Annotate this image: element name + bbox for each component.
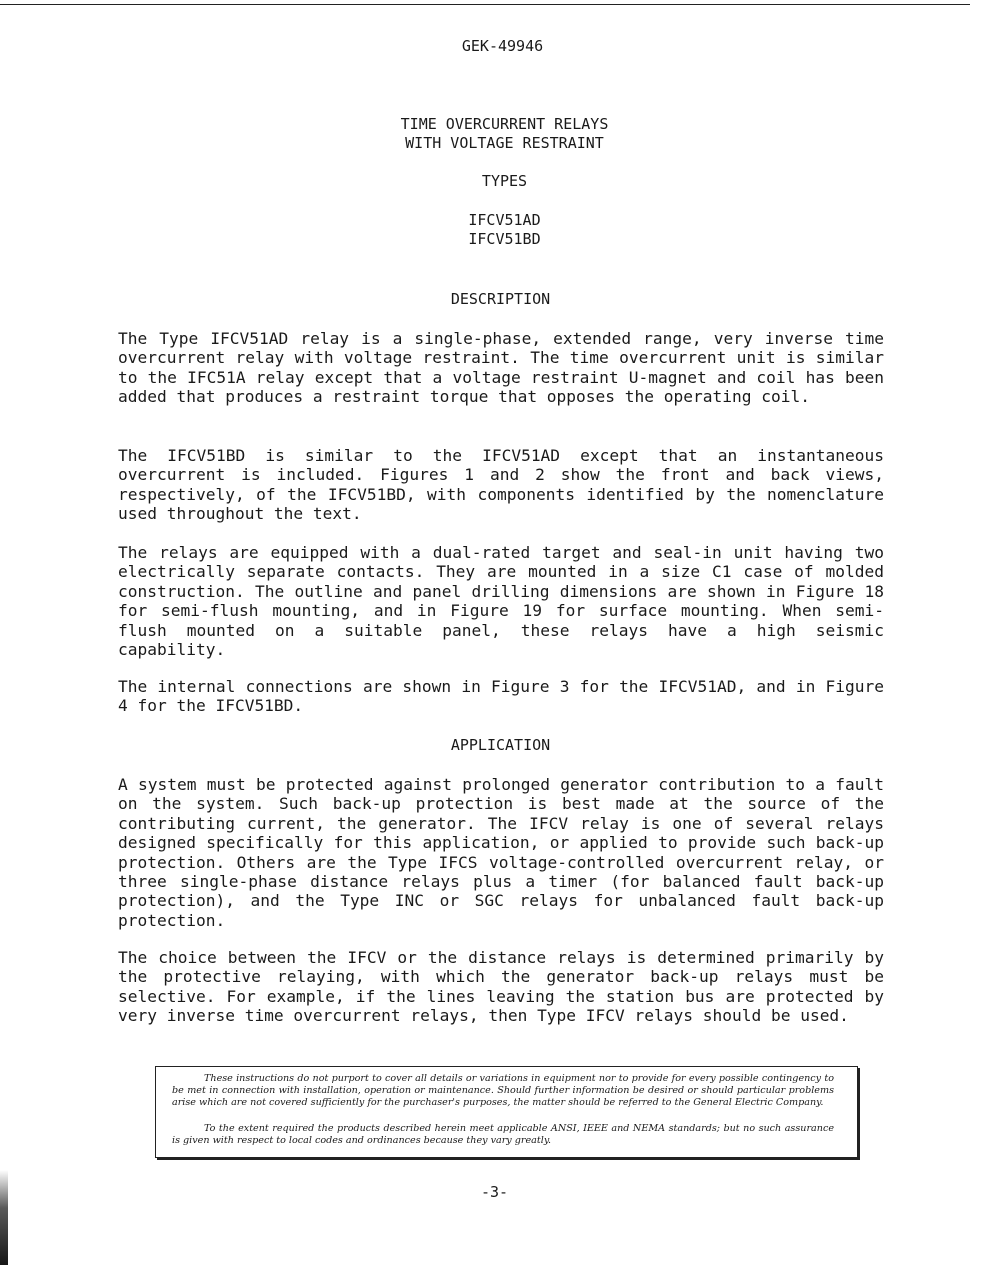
model-ifcv51ad: IFCV51AD bbox=[468, 211, 541, 229]
application-heading: APPLICATION bbox=[450, 736, 551, 754]
application-paragraph-2: The choice between the IFCV or the distance relays is determined primarily by the protective relaying, with which the generator back-up relays must be selective. For example, if the lines leaving the station bus are protected by very inverse time overcurrent relays, then Type IFCV relays should be used. bbox=[118, 948, 884, 1026]
title-line-1: TIME OVERCURRENT RELAYS bbox=[400, 115, 609, 133]
description-paragraph-3: The relays are equipped with a dual-rated target and seal-in unit having two electrically separate contacts. They are mounted in a size C1 case of molded construction. The outline and panel drilling dimensions are shown in Figure 18 for semi-flush mounting, and in Figure 19 for surface mounting. When semi-flush mounted on a suitable panel, these relays have a high seismic capability. bbox=[118, 543, 884, 660]
disclaimer-text-2: To the extent required the products described herein meet applicable ANSI, IEEE and NEMA standards; but no such assurance is given with respect to local codes and ordinances because they vary greatly. bbox=[172, 1123, 834, 1147]
description-heading: DESCRIPTION bbox=[450, 290, 551, 308]
title-line-2: WITH VOLTAGE RESTRAINT bbox=[405, 134, 604, 152]
top-rule bbox=[0, 4, 970, 5]
description-paragraph-4: The internal connections are shown in Figure 3 for the IFCV51AD, and in Figure 4 for the IFCV51BD. bbox=[118, 677, 884, 716]
disclaimer-box bbox=[155, 1066, 858, 1158]
disclaimer-text-1: These instructions do not purport to cover all details or variations in equipment nor to provide for every possible contingency to be met in connection with installation, operation or maintenance. Should further information be desired or should particular problems arise which are not covered sufficiently for the purchaser's purposes, the matter should be referred to the General Electric Company. bbox=[172, 1073, 834, 1109]
scan-edge-mark bbox=[0, 1170, 8, 1265]
document-id: GEK-49946 bbox=[461, 37, 544, 55]
description-paragraph-1: The Type IFCV51AD relay is a single-phase, extended range, very inverse time overcurrent relay with voltage restraint. The time overcurrent unit is similar to the IFC51A relay except that a voltage restraint U-magnet and coil has been added that produces a restraint torque that opposes the operating coil. bbox=[118, 329, 884, 407]
page-number: -3- bbox=[480, 1183, 509, 1201]
description-paragraph-2: The IFCV51BD is similar to the IFCV51AD except that an instantaneous overcurrent is included. Figures 1 and 2 show the front and back views, respectively, of the IFCV51BD, with components identified by the nomenclature used throughout the text. bbox=[118, 446, 884, 524]
types-label: TYPES bbox=[481, 172, 528, 190]
document-title bbox=[10, 115, 989, 153]
model-list bbox=[10, 211, 989, 249]
model-ifcv51bd: IFCV51BD bbox=[468, 230, 541, 248]
application-paragraph-1: A system must be protected against prolonged generator contribution to a fault on the system. Such back-up protection is best made at the source of the contributing current, the generator. The IFCV relay is one of several relays designed specifically for this application, or applied to provide such back-up protection. Others are the Type IFCS voltage-controlled overcurrent relay, or three single-phase distance relays plus a timer (for balanced fault back-up protection), and the Type INC or SGC relays for unbalanced fault back-up protection. bbox=[118, 775, 884, 930]
